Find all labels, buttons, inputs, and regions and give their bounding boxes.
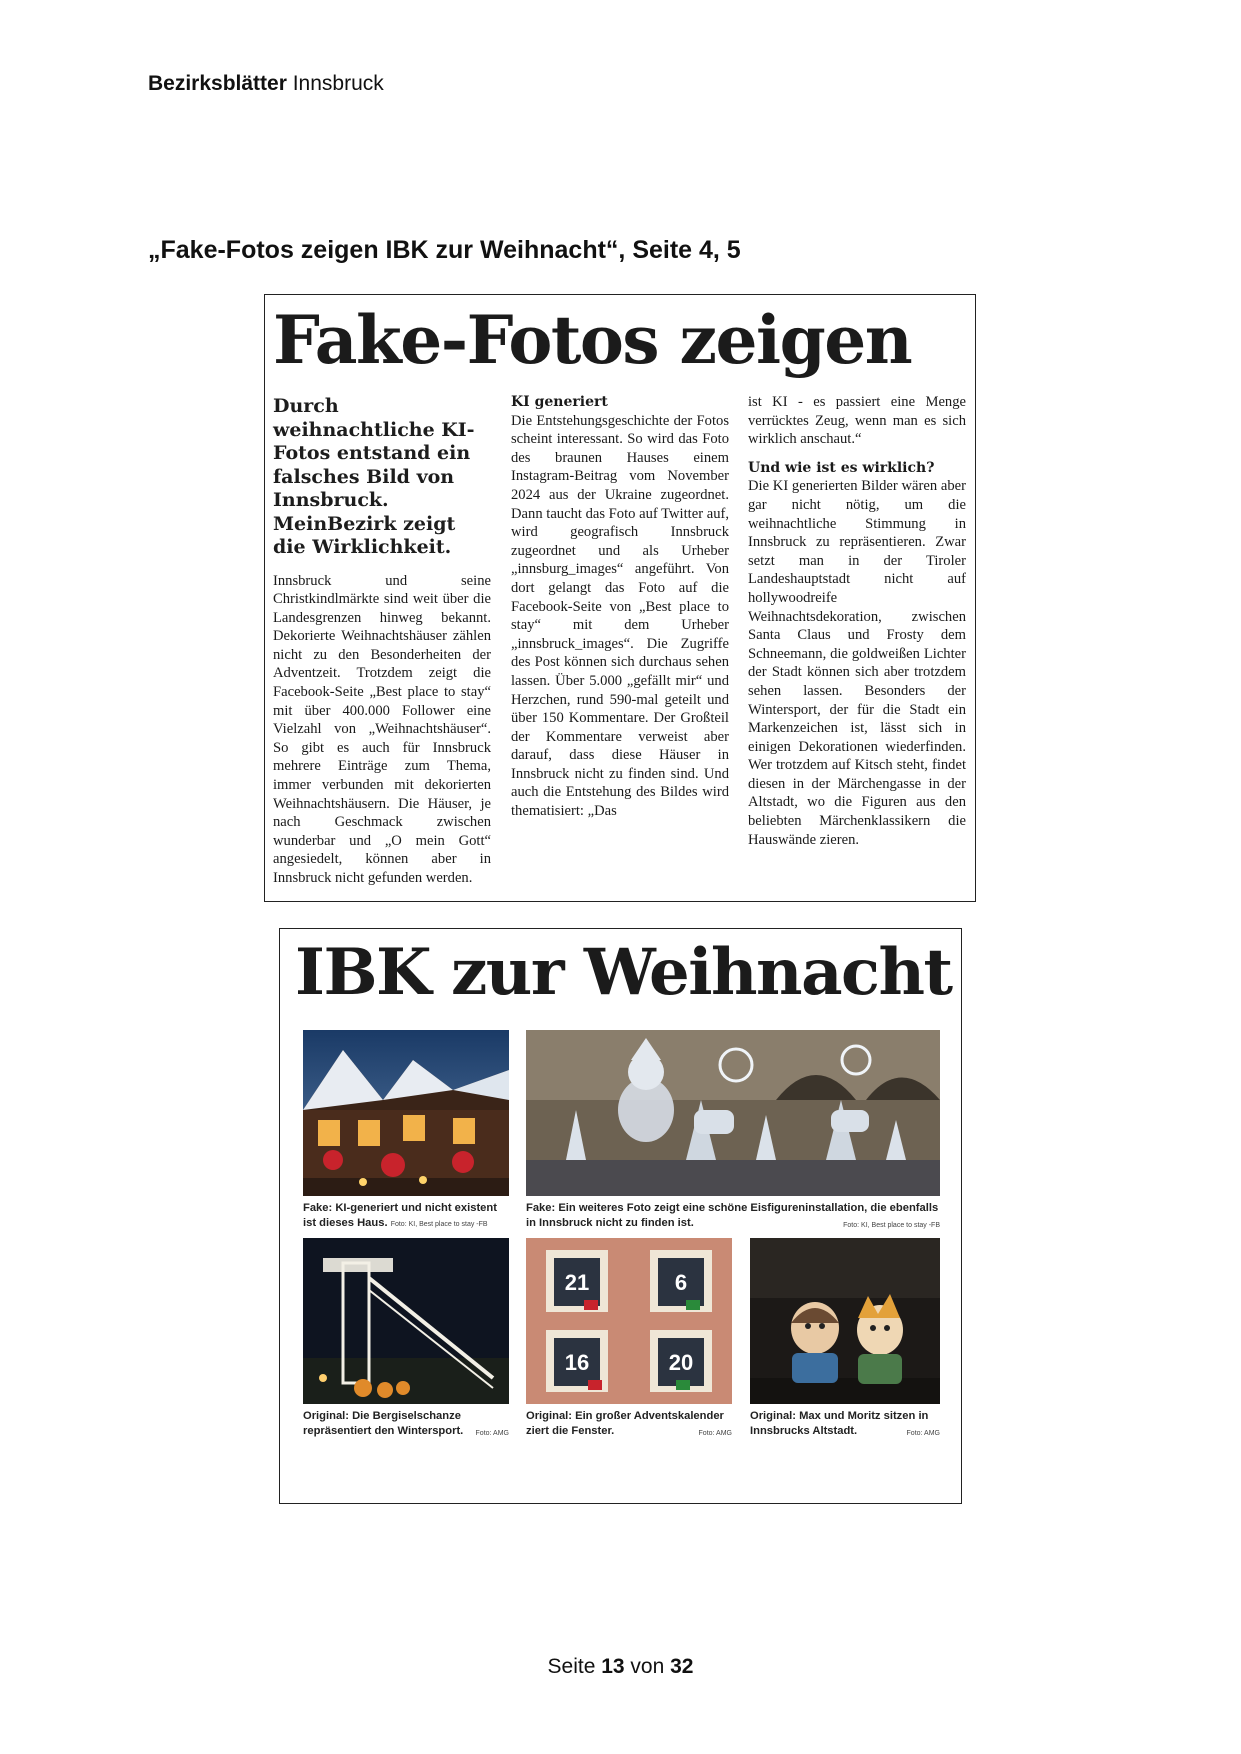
article-lead: Durch weihnachtliche KI- Fotos entstand ein falsches Bild von Innsbruck. MeinBezirk zeigt die Wirklichkeit.: [273, 395, 475, 558]
caption-advent-calendar-text: Original: Ein großer Adventskalender ziert die Fenster.: [526, 1410, 724, 1437]
footer-prefix: Seite: [547, 1655, 602, 1678]
publication-name-location: Innsbruck: [286, 72, 384, 95]
photo-max-und-moritz: [750, 1238, 940, 1404]
ice-sculpture-image: [526, 1030, 940, 1196]
page-footer: [0, 1655, 1241, 1679]
caption-advent-calendar: [526, 1409, 732, 1441]
photo-advent-calendar: [526, 1238, 732, 1404]
ski-jump-image: [303, 1238, 509, 1404]
calendar-number-1: 21: [564, 1270, 590, 1295]
caption-advent-calendar-credit: Foto: AMG: [698, 1430, 732, 1437]
article-title-part1: Fake-Fotos zeigen: [273, 301, 912, 379]
publication-name-bold: Bezirksblätter: [148, 72, 287, 95]
caption-fake-house-credit: Foto: KI, Best place to stay -FB: [390, 1221, 488, 1228]
article-column-2: [511, 393, 729, 821]
caption-max-moritz-text: Original: Max und Moritz sitzen in Innsbrucks Altstadt.: [750, 1410, 929, 1437]
caption-bergisel-text: Original: Die Bergiselschanze repräsentiert den Wintersport.: [303, 1410, 464, 1437]
photo-fake-ice-sculptures: [526, 1030, 940, 1196]
calendar-number-4: 20: [668, 1350, 694, 1375]
subheading-ki-generiert: KI generiert: [511, 394, 608, 410]
photo-fake-christmas-house: [303, 1030, 509, 1196]
footer-page-number: 13: [601, 1655, 625, 1678]
article-col2-body: Die Entstehungsgeschichte der Fotos scheint interessant. So wird das Foto des braunen Hauses einem Instagram-Beitrag vom November 2024 aus der Ukraine zugeordnet. Dann taucht das Foto auf Twitter auf, wird geografisch Innsbruck zugeordnet und als Urheber „innsburg_images“ angeführt. Von dort gelangt das Foto auf die Facebook-Seite von „Best place to stay“ mit dem Urheber „innsbruck_images“. Die Zugriffe des Post können sich durchaus sehen lassen. Über 5.000 „gefällt mir“ und Herzchen, rund 590-mal geteilt und über 150 Kommentare. Der Großteil der Kommentare verweist aber darauf, dass diese Häuser in Innsbruck nicht zu finden sind. Und auch die Entstehung des Bildes wird thematisiert: „Das: [511, 412, 729, 820]
photo-bergisel-ski-jump: [303, 1238, 509, 1404]
caption-fake-ice-credit: Foto: KI, Best place to stay -FB: [843, 1222, 940, 1229]
caption-fake-ice: [526, 1201, 940, 1233]
article-column-1: [273, 395, 491, 888]
caption-fake-house: [303, 1201, 513, 1232]
article-clipping-photos: [279, 928, 962, 1504]
subheading-wie-ist-es-wirklich: Und wie ist es wirklich?: [748, 459, 935, 476]
article-title-part2: IBK zur Weihnacht: [295, 935, 952, 1010]
article-clipping-text: [264, 294, 976, 902]
max-moritz-image: [750, 1238, 940, 1404]
publication-name: [148, 72, 384, 96]
caption-fake-ice-text: Fake: Ein weiteres Foto zeigt eine schöne Eisfigureninstallation, die ebenfalls in Innsbruck nicht zu finden ist.: [526, 1202, 939, 1229]
caption-fake-house-text: Fake: KI-generiert und nicht existent ist dieses Haus.: [303, 1202, 497, 1229]
footer-total-pages: 32: [670, 1655, 694, 1678]
caption-max-moritz-credit: Foto: AMG: [906, 1430, 940, 1437]
advent-calendar-image: [526, 1238, 732, 1404]
calendar-number-2: 6: [674, 1270, 688, 1295]
caption-bergisel-credit: Foto: AMG: [475, 1430, 509, 1437]
calendar-number-3: 16: [564, 1350, 590, 1375]
footer-mid: von: [624, 1655, 671, 1678]
caption-bergisel: [303, 1409, 509, 1441]
article-col3-body2: Die KI generierten Bilder wären aber gar nicht nötig, um die weihnachtliche Stimmung in Innsbruck zu repräsentieren. Zwar setzt man in der Tiroler Landeshauptstadt nicht auf hollywoodreife Weihnachtsdekoration, zwischen Santa Claus und Frosty dem Schneemann, die goldweißen Lichter der Stadt können sich aber trotzdem sehen lassen. Besonders der Wintersport, der für die Stadt ein Markenzeichen ist, lässt sich in einigen Dekorationen wiederfinden. Wer trotzdem auf Kitsch steht, findet diesen in der Märchengasse in der Altstadt, wo die Figuren aus den beliebten Märchenklassikern die Hauswände zieren.: [748, 478, 966, 848]
caption-max-moritz: [750, 1409, 940, 1441]
christmas-house-image: [303, 1030, 509, 1196]
article-col3-body1: ist KI - es passiert eine Menge verrücktes Zeug, wenn man es sich wirklich anschaut.“: [748, 394, 966, 448]
article-col1-body: Innsbruck und seine Christkindlmärkte sind weit über die Landesgrenzen hinweg bekannt. Dekorierte Weihnachtshäuser zählen nicht zu den Besonderheiten der Adventzeit. Trotzdem zeigt die Facebook-Seite „Best place to stay“ mit über 400.000 Follower eine Vielzahl von „Weihnachtshäuser“. So gibt es auch für Innsbruck mehrere Einträge zum Thema, immer verbunden mit dekorierten Weihnachtshäusern. Die Häuser, je nach Geschmack zwischen wunderbar und „O mein Gott“ angesiedelt, können aber in Innsbruck nicht gefunden werden.: [273, 572, 491, 886]
article-column-3: [748, 393, 966, 849]
article-reference-headline: „Fake-Fotos zeigen IBK zur Weihnacht“, Seite 4, 5: [148, 236, 741, 264]
